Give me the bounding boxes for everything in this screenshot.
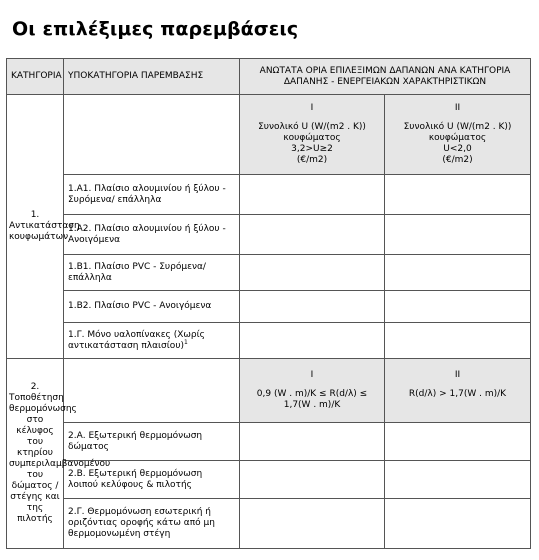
cost-cell — [240, 215, 385, 255]
cost-header-2 — [385, 95, 531, 175]
unit-label: (€/m2) — [442, 155, 473, 165]
cost-header-1 — [240, 95, 385, 175]
table-row — [7, 291, 531, 323]
category-2: 2. Τοποθέτηση θερμομόνωσης στο κέλυφος του κτηρίου συμπεριλαμβανομένου του δώματος / στέγης και της πιλοτής — [7, 359, 64, 549]
u-range: 3,2>U≥2 — [291, 144, 333, 154]
cost-cell — [240, 461, 385, 499]
cost-cell — [385, 255, 531, 291]
cost-cell — [240, 499, 385, 549]
subcategory-2b: 2.Β. Εξωτερική θερμομόνωση λοιπού κελύφους & πιλοτής — [64, 461, 240, 499]
subcategory-1b2: 1.Β2. Πλαίσιο PVC - Ανοιγόμενα — [64, 291, 240, 323]
r-range: 0,9 (W . m)/K ≤ R(d/λ) ≤ — [256, 389, 368, 399]
cost-cell — [385, 175, 531, 215]
cost-cell — [240, 255, 385, 291]
subcategory-2g: 2.Γ. Θερμομόνωση εσωτερική ή οριζόντιας οροφής κάτω από μη θερμομονωμένη στέγη — [64, 499, 240, 549]
roman-numeral: Ι — [310, 103, 314, 113]
cost-cell — [385, 215, 531, 255]
table-header-row — [7, 59, 531, 95]
unit-label: (€/m2) — [296, 155, 328, 165]
cost-cell — [240, 291, 385, 323]
cost-cell — [385, 423, 531, 461]
roman-numeral: ΙΙ — [454, 370, 461, 380]
cost-cell — [385, 461, 531, 499]
u-label: κουφώματος — [428, 133, 487, 143]
subcategory-1b1: 1.Β1. Πλαίσιο PVC - Συρόμενα/ επάλληλα — [64, 255, 240, 291]
table-row — [7, 255, 531, 291]
table-row — [7, 323, 531, 359]
table-row — [7, 215, 531, 255]
cost-cell — [240, 175, 385, 215]
cost-cell — [385, 291, 531, 323]
interventions-table — [6, 58, 531, 549]
header-subcategory: ΥΠΟΚΑΤΗΓΟΡΙΑ ΠΑΡΕΜΒΑΣΗΣ — [64, 59, 240, 95]
table-row — [7, 95, 531, 175]
header-limits: ΑΝΩΤΑΤΑ ΟΡΙΑ ΕΠΙΛΕΞΙΜΩΝ ΔΑΠΑΝΩΝ ΑΝΑ ΚΑΤΗΓΟΡΙΑ ΔΑΠΑΝΗΣ - ΕΝΕΡΓΕΙΑΚΩΝ ΧΑΡΑΚΤΗΡΙΣΤΙΚΩΝ — [240, 59, 531, 95]
subcategory-1a1: 1.Α1. Πλαίσιο αλουμινίου ή ξύλου - Συρόμενα/ επάλληλα — [64, 175, 240, 215]
roman-numeral: Ι — [310, 370, 314, 380]
roman-numeral: ΙΙ — [454, 103, 461, 113]
r-range: R(d/λ) > 1,7(W . m)/K — [408, 389, 507, 399]
table-row — [7, 175, 531, 215]
cost-header-2 — [385, 359, 531, 423]
subcategory-1g-text: 1.Γ. Μόνο υαλοπίνακες (Χωρίς αντικατάσταση πλαισίου) — [68, 329, 205, 351]
cost-cell — [240, 423, 385, 461]
table-row — [7, 423, 531, 461]
cost-cell — [385, 323, 531, 359]
header-category: ΚΑΤΗΓΟΡΙΑ — [7, 59, 64, 95]
subcategory-1a2: 1.Α2. Πλαίσιο αλουμινίου ή ξύλου - Ανοιγόμενα — [64, 215, 240, 255]
footnote-mark: 1 — [184, 338, 188, 346]
cost-cell — [240, 323, 385, 359]
u-range: U<2,0 — [443, 144, 472, 154]
subcategory-empty — [64, 95, 240, 175]
cost-header-1 — [240, 359, 385, 423]
subcategory-1g — [64, 323, 240, 359]
cost-cell — [385, 499, 531, 549]
u-label: κουφώματος — [283, 133, 341, 143]
r-range: 1,7(W . m)/K — [283, 400, 341, 410]
page-title: Οι επιλέξιμες παρεμβάσεις — [12, 18, 299, 40]
subcategory-2a: 2.Α. Εξωτερική θερμομόνωση δώματος — [64, 423, 240, 461]
table-row — [7, 359, 531, 423]
u-label: Συνολικό U (W/(m2 . K)) — [258, 122, 366, 132]
u-label: Συνολικό U (W/(m2 . K)) — [403, 122, 512, 132]
table-row — [7, 499, 531, 549]
category-1: 1. Αντικατάσταση κουφωμάτων — [7, 95, 64, 359]
subcategory-empty — [64, 359, 240, 423]
